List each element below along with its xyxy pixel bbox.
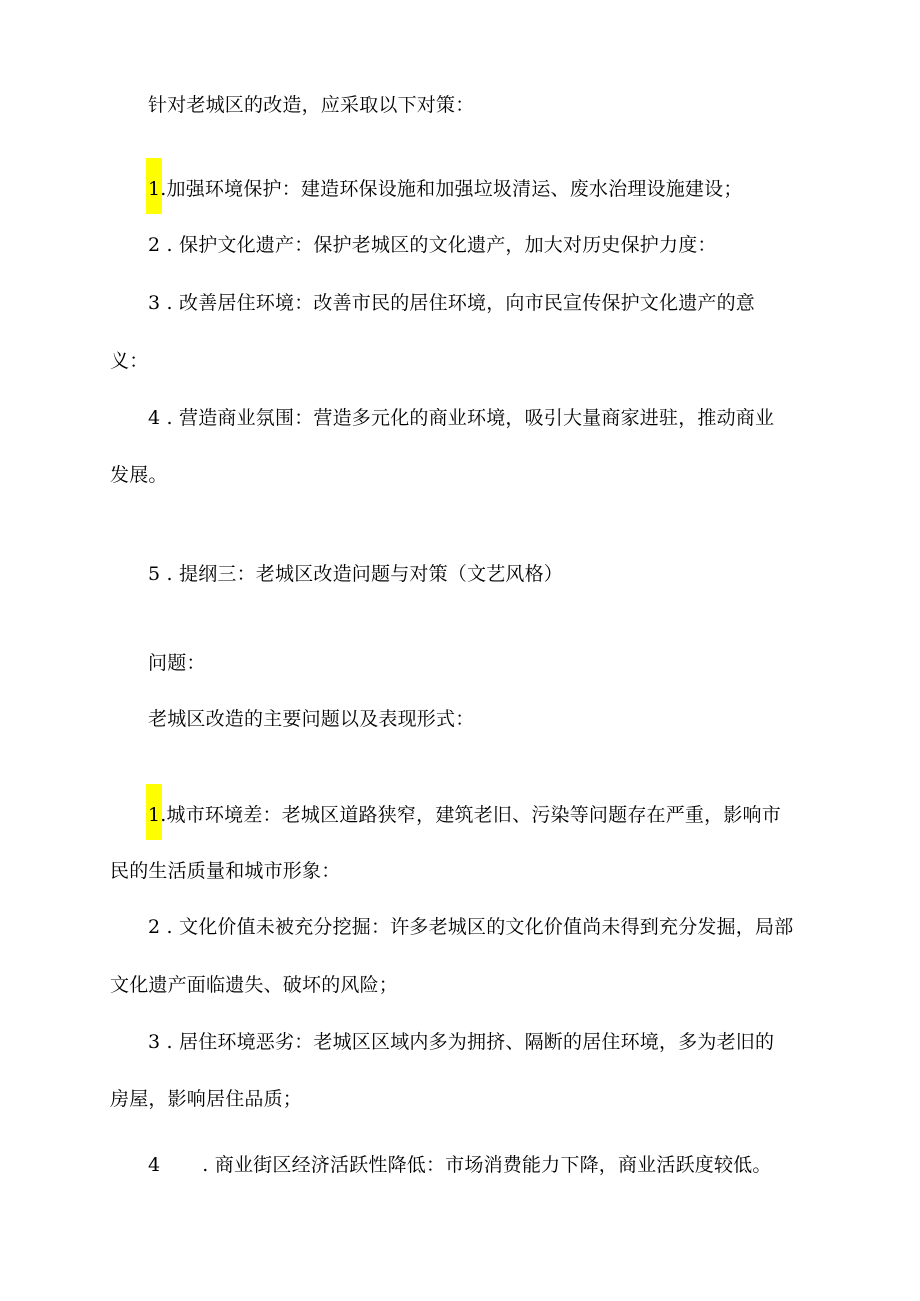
measure-item-4-line-1: 4 . 营造商业氛围：营造多元化的商业环境，吸引大量商家进驻，推动商业 <box>148 407 775 429</box>
intro-paragraph: 针对老城区的改造，应采取以下对策： <box>148 94 475 116</box>
measure-item-3-line-1: 3 . 改善居住环境：改善市民的居住环境，向市民宣传保护文化遗产的意 <box>148 292 756 314</box>
problem-item-2-line-1: 2 . 文化价值未被充分挖掘：许多老城区的文化价值尚未得到充分发掘，局部 <box>148 916 794 938</box>
problem-item-1-line-2: 民的生活质量和城市形象： <box>110 860 341 882</box>
problem-item-1-line-1 <box>148 802 781 828</box>
outline-heading: 5 . 提纲三：老城区改造问题与对策（文艺风格） <box>148 563 564 585</box>
measure-item-4-line-2: 发展。 <box>110 464 168 486</box>
measure-item-1-text: 加强环境保护：建造环保设施和加强垃圾清运、废水治理设施建设； <box>166 178 743 200</box>
problems-label: 问题： <box>148 652 206 674</box>
measure-item-2: 2 . 保护文化遗产：保护老城区的文化遗产，加大对历史保护力度： <box>148 234 717 256</box>
problem-item-2-line-2: 文化遗产面临遗失、破坏的风险； <box>110 974 399 996</box>
highlighted-number: 1. <box>148 176 167 202</box>
problem-item-4-text: . 商业街区经济活跃性降低：市场消费能力下降，商业活跃度较低。 <box>202 1154 772 1176</box>
measure-item-3-line-2: 义： <box>110 350 149 372</box>
problem-item-4 <box>148 1152 772 1178</box>
problem-item-1-text: 城市环境差：老城区道路狭窄，建筑老旧、污染等问题存在严重，影响市 <box>166 804 781 826</box>
problem-item-4-number: 4 <box>148 1154 161 1176</box>
measure-item-1 <box>148 176 743 202</box>
problem-item-3-line-2: 房屋，影响居住品质； <box>110 1088 303 1110</box>
problem-item-3-line-1: 3 . 居住环境恶劣：老城区区域内多为拥挤、隔断的居住环境，多为老旧的 <box>148 1031 775 1053</box>
highlighted-number: 1. <box>148 802 167 828</box>
problems-intro: 老城区改造的主要问题以及表现形式： <box>148 708 475 730</box>
